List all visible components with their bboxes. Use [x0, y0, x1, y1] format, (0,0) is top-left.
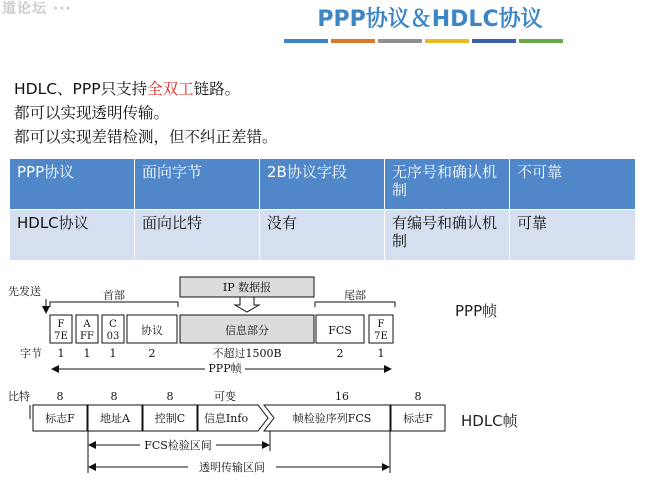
ppp-field-text: 7E [54, 331, 68, 342]
bullet-list [14, 77, 278, 149]
table-cell: 可靠 [510, 210, 636, 261]
colorbar-segment [425, 39, 469, 43]
byte-count: 1 [57, 347, 65, 360]
transparent-range-label: 透明传输区间 [199, 461, 265, 474]
bullet-line: 都可以实现透明传输。 [14, 104, 170, 122]
ppp-field-text: 03 [106, 331, 120, 342]
byte-count: 2 [148, 347, 156, 360]
hdlc-field-text: 标志F [45, 412, 75, 425]
bytes-label: 字节 [20, 347, 42, 360]
ppp-field-text: F [57, 319, 65, 330]
title-colorbar [284, 39, 563, 44]
ppp-field-text: 信息部分 [225, 324, 269, 337]
ppp-frame-label: PPP帧 [455, 302, 498, 320]
bullet-text: 链路。 [193, 80, 241, 98]
hdlc-field-text: 帧检验序列FCS [292, 412, 372, 425]
slide-title: PPP协议＆HDLC协议 [317, 7, 543, 32]
fcs-range-label: FCS检验区间 [144, 439, 212, 452]
bullet-line [14, 77, 278, 101]
watermark: 道论坛 ··· [2, 1, 72, 17]
table-cell: 面向字节 [135, 159, 260, 210]
table-cell: 2B协议字段 [260, 159, 385, 210]
table-cell: 不可靠 [510, 159, 636, 210]
table-cell: 没有 [260, 210, 385, 261]
table-cell: 无序号和确认机制 [385, 159, 510, 210]
ppp-frame-diagram [8, 277, 395, 375]
byte-count: 2 [336, 347, 344, 360]
bit-count: 8 [166, 390, 174, 403]
ppp-field-text: 7E [374, 331, 388, 342]
colorbar-segment [472, 39, 516, 43]
table-cell: HDLC协议 [10, 210, 135, 261]
ppp-field-text: 协议 [141, 324, 163, 337]
highlight-text: 全双工 [147, 80, 194, 98]
header-bracket [50, 302, 178, 307]
colorbar-segment [378, 39, 422, 43]
bullet-line: 都可以实现差错检测，但不纠正差错。 [14, 128, 278, 146]
bits-label: 比特 [8, 390, 30, 403]
table-row-ppp [10, 159, 636, 210]
hdlc-field-text: 信息Info [203, 412, 249, 425]
bit-count: 8 [414, 390, 422, 403]
hdlc-frame-diagram [8, 389, 445, 474]
table-row-hdlc [10, 210, 636, 261]
send-first-label: 先发送 [8, 285, 41, 298]
comparison-table [9, 158, 636, 261]
bit-count: 16 [335, 390, 349, 403]
table-cell: 有编号和确认机制 [385, 210, 510, 261]
bit-count: 8 [56, 390, 64, 403]
table-cell: 面向比特 [135, 210, 260, 261]
colorbar-segment [519, 39, 563, 43]
header-label: 首部 [103, 289, 125, 302]
bit-count: 8 [110, 390, 118, 403]
byte-count: 1 [377, 347, 385, 360]
bit-count: 可变 [214, 390, 236, 403]
bullet-text: HDLC、PPP只支持 [14, 80, 148, 98]
down-arrow-icon [235, 297, 259, 312]
ppp-field-text: A [83, 319, 91, 330]
ip-datagram-label: IP 数据报 [222, 281, 272, 294]
hdlc-frame-label: HDLC帧 [461, 412, 518, 430]
trailer-label: 尾部 [344, 289, 366, 302]
colorbar-segment [284, 39, 328, 43]
hdlc-field-text: 标志F [403, 412, 433, 425]
colorbar-segment [331, 39, 375, 43]
table-cell: PPP协议 [10, 159, 135, 210]
hdlc-field-text: 控制C [154, 412, 186, 425]
ppp-field-text: FF [80, 331, 94, 342]
ppp-frame-span-label: PPP帧 [208, 362, 242, 375]
byte-count: 1 [83, 347, 91, 360]
ppp-field-text: FCS [328, 324, 352, 337]
trailer-bracket [315, 302, 395, 307]
ppp-field-text: F [377, 319, 385, 330]
byte-count: 不超过1500B [212, 347, 282, 360]
frame-diagrams [0, 265, 650, 485]
ppp-field-text: C [109, 319, 117, 330]
byte-count: 1 [109, 347, 117, 360]
hdlc-field-text: 地址A [100, 412, 130, 425]
